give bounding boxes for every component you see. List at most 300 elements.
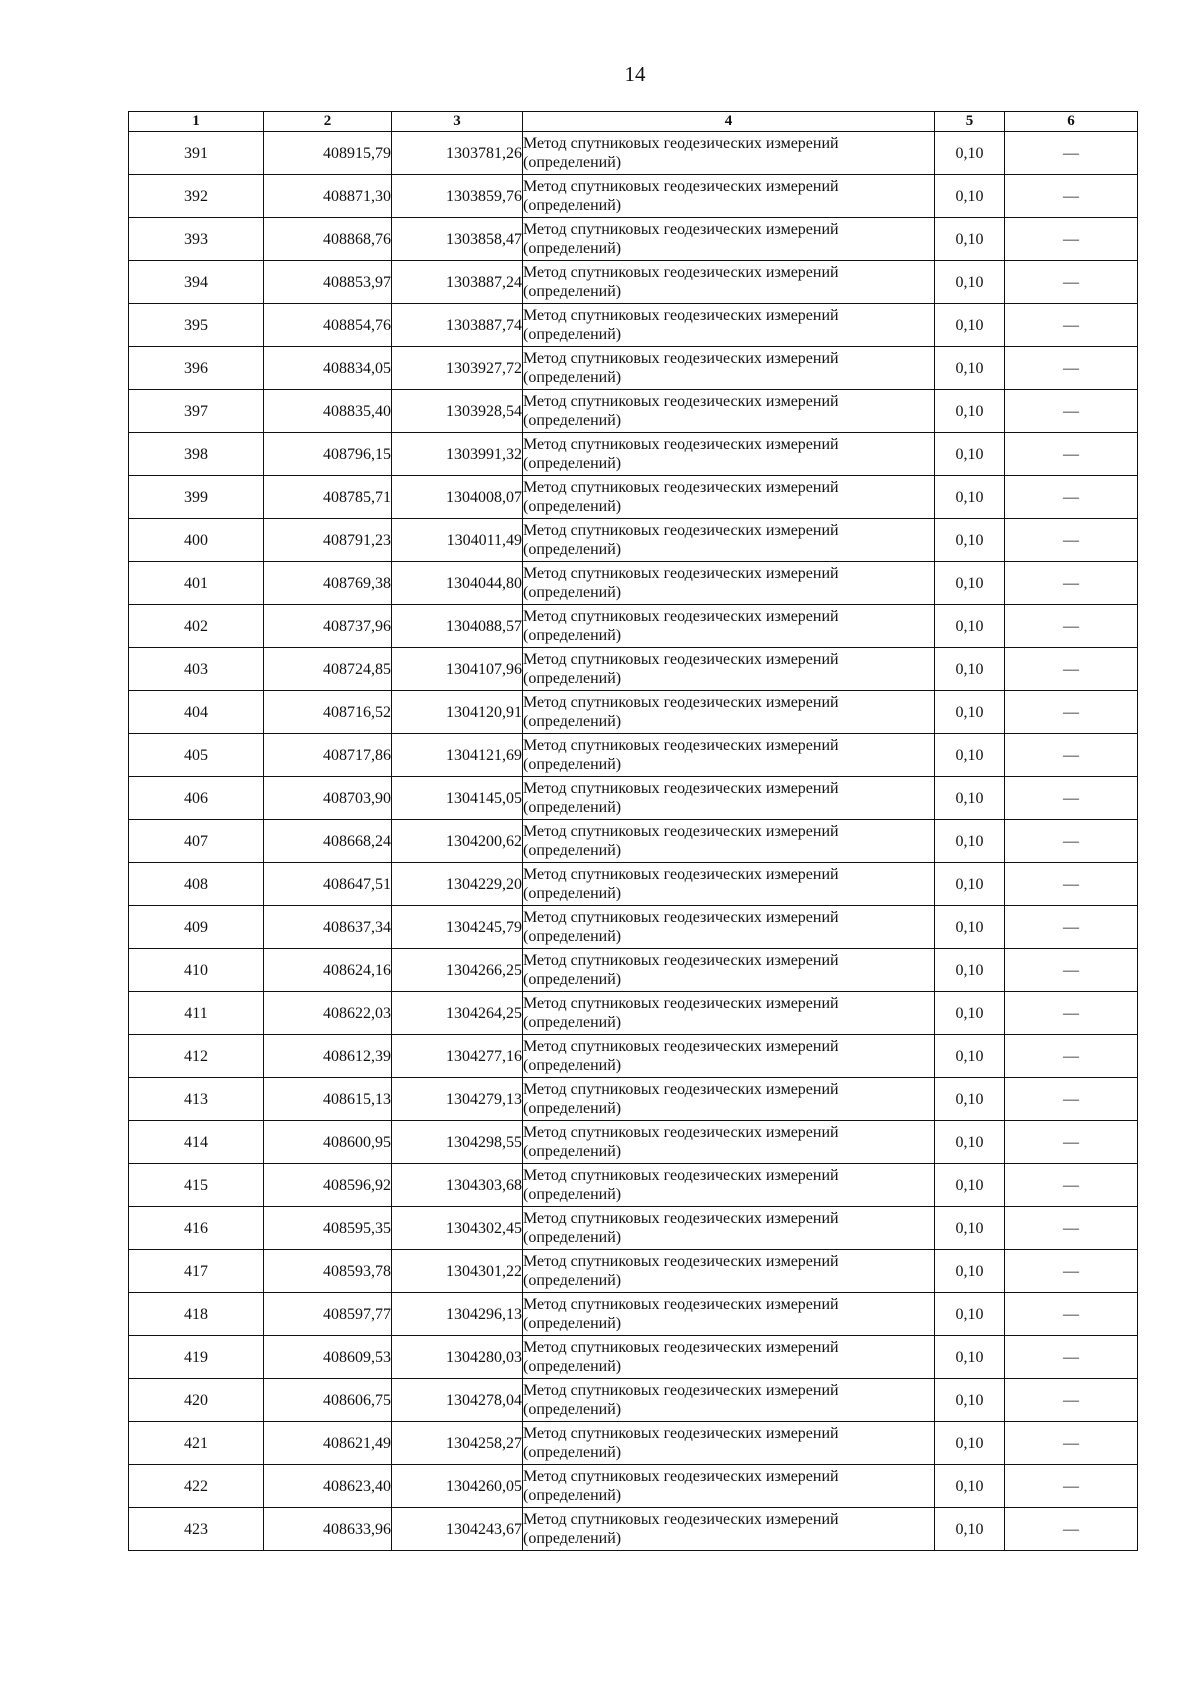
- method-line-1: Метод спутниковых геодезических измерений: [523, 350, 839, 367]
- method-line-1: Метод спутниковых геодезических измерений: [523, 135, 839, 152]
- method-line-1: Метод спутниковых геодезических измерений: [523, 1253, 839, 1270]
- point-number-cell: 391: [129, 132, 264, 175]
- coordinate-y-cell: 1304260,05: [392, 1465, 523, 1508]
- accuracy-cell: 0,10: [935, 1293, 1005, 1336]
- method-line-2: (определений): [523, 541, 622, 558]
- point-number-cell: 407: [129, 820, 264, 863]
- method-line-1: Метод спутниковых геодезических измерений: [523, 479, 839, 496]
- table-row: [129, 261, 1138, 304]
- coordinate-x-cell: 408612,39: [264, 1035, 392, 1078]
- coordinate-x-cell: 408597,77: [264, 1293, 392, 1336]
- note-cell: —: [1005, 820, 1138, 863]
- coordinate-x-cell: 408737,96: [264, 605, 392, 648]
- method-line-2: (определений): [523, 1444, 622, 1461]
- note-cell: —: [1005, 304, 1138, 347]
- method-line-2: (определений): [523, 1358, 622, 1375]
- coordinate-x-cell: 408621,49: [264, 1422, 392, 1465]
- method-line-1: Метод спутниковых геодезических измерений: [523, 522, 839, 539]
- coordinate-y-cell: 1303859,76: [392, 175, 523, 218]
- point-number-cell: 417: [129, 1250, 264, 1293]
- point-number-cell: 411: [129, 992, 264, 1035]
- table-row: [129, 1207, 1138, 1250]
- point-number-cell: 418: [129, 1293, 264, 1336]
- method-line-1: Метод спутниковых геодезических измерений: [523, 565, 839, 582]
- method-line-2: (определений): [523, 412, 622, 429]
- method-line-1: Метод спутниковых геодезических измерений: [523, 694, 839, 711]
- coordinate-y-cell: 1303887,74: [392, 304, 523, 347]
- accuracy-cell: 0,10: [935, 605, 1005, 648]
- accuracy-cell: 0,10: [935, 175, 1005, 218]
- accuracy-cell: 0,10: [935, 992, 1005, 1035]
- accuracy-cell: 0,10: [935, 1250, 1005, 1293]
- method-line-1: Метод спутниковых геодезических измерений: [523, 1425, 839, 1442]
- method-description-cell: [523, 691, 935, 734]
- point-number-cell: 415: [129, 1164, 264, 1207]
- note-cell: —: [1005, 648, 1138, 691]
- col-header-4: 4: [523, 112, 935, 132]
- method-description-cell: [523, 1035, 935, 1078]
- point-number-cell: 398: [129, 433, 264, 476]
- coordinate-x-cell: 408622,03: [264, 992, 392, 1035]
- method-line-1: Метод спутниковых геодезических измерений: [523, 221, 839, 238]
- accuracy-cell: 0,10: [935, 218, 1005, 261]
- table-row: [129, 949, 1138, 992]
- method-line-2: (определений): [523, 154, 622, 171]
- note-cell: —: [1005, 1336, 1138, 1379]
- coordinate-y-cell: 1304264,25: [392, 992, 523, 1035]
- table-row: [129, 218, 1138, 261]
- accuracy-cell: 0,10: [935, 691, 1005, 734]
- method-description-cell: [523, 992, 935, 1035]
- note-cell: —: [1005, 132, 1138, 175]
- method-line-2: (определений): [523, 842, 622, 859]
- point-number-cell: 402: [129, 605, 264, 648]
- point-number-cell: 393: [129, 218, 264, 261]
- coordinate-y-cell: 1304044,80: [392, 562, 523, 605]
- method-description-cell: [523, 734, 935, 777]
- method-line-2: (определений): [523, 627, 622, 644]
- coordinate-y-cell: 1304298,55: [392, 1121, 523, 1164]
- method-line-2: (определений): [523, 455, 622, 472]
- method-line-2: (определений): [523, 1530, 622, 1547]
- accuracy-cell: 0,10: [935, 1121, 1005, 1164]
- method-line-1: Метод спутниковых геодезических измерений: [523, 264, 839, 281]
- coordinate-y-cell: 1303858,47: [392, 218, 523, 261]
- method-line-1: Метод спутниковых геодезических измерений: [523, 393, 839, 410]
- method-line-1: Метод спутниковых геодезических измерений: [523, 737, 839, 754]
- coordinate-x-cell: 408835,40: [264, 390, 392, 433]
- coordinate-x-cell: 408868,76: [264, 218, 392, 261]
- accuracy-cell: 0,10: [935, 562, 1005, 605]
- method-line-1: Метод спутниковых геодезических измерений: [523, 1339, 839, 1356]
- note-cell: —: [1005, 1250, 1138, 1293]
- note-cell: —: [1005, 863, 1138, 906]
- note-cell: —: [1005, 476, 1138, 519]
- note-cell: —: [1005, 777, 1138, 820]
- accuracy-cell: 0,10: [935, 949, 1005, 992]
- point-number-cell: 423: [129, 1508, 264, 1551]
- method-description-cell: [523, 1078, 935, 1121]
- table-row: [129, 992, 1138, 1035]
- accuracy-cell: 0,10: [935, 1164, 1005, 1207]
- note-cell: —: [1005, 1035, 1138, 1078]
- method-line-1: Метод спутниковых геодезических измерений: [523, 1081, 839, 1098]
- accuracy-cell: 0,10: [935, 261, 1005, 304]
- note-cell: —: [1005, 433, 1138, 476]
- method-line-1: Метод спутниковых геодезических измерений: [523, 178, 839, 195]
- method-line-2: (определений): [523, 670, 622, 687]
- coordinate-x-cell: 408623,40: [264, 1465, 392, 1508]
- accuracy-cell: 0,10: [935, 1422, 1005, 1465]
- method-line-2: (определений): [523, 1315, 622, 1332]
- coordinate-x-cell: 408615,13: [264, 1078, 392, 1121]
- accuracy-cell: 0,10: [935, 734, 1005, 777]
- table-row: [129, 175, 1138, 218]
- coordinate-x-cell: 408724,85: [264, 648, 392, 691]
- method-line-2: (определений): [523, 1272, 622, 1289]
- method-line-1: Метод спутниковых геодезических измерений: [523, 1210, 839, 1227]
- table-row: [129, 906, 1138, 949]
- coordinate-y-cell: 1304121,69: [392, 734, 523, 777]
- method-line-2: (определений): [523, 1487, 622, 1504]
- note-cell: —: [1005, 949, 1138, 992]
- note-cell: —: [1005, 562, 1138, 605]
- coordinate-x-cell: 408716,52: [264, 691, 392, 734]
- method-line-2: (определений): [523, 885, 622, 902]
- accuracy-cell: 0,10: [935, 820, 1005, 863]
- method-description-cell: [523, 949, 935, 992]
- table-row: [129, 1078, 1138, 1121]
- coordinate-x-cell: 408871,30: [264, 175, 392, 218]
- table-row: [129, 132, 1138, 175]
- accuracy-cell: 0,10: [935, 433, 1005, 476]
- coordinate-y-cell: 1304296,13: [392, 1293, 523, 1336]
- accuracy-cell: 0,10: [935, 1207, 1005, 1250]
- method-description-cell: [523, 218, 935, 261]
- method-description-cell: [523, 1465, 935, 1508]
- coordinate-x-cell: 408703,90: [264, 777, 392, 820]
- note-cell: —: [1005, 261, 1138, 304]
- coordinate-x-cell: 408796,15: [264, 433, 392, 476]
- method-description-cell: [523, 605, 935, 648]
- method-description-cell: [523, 1207, 935, 1250]
- page-number: 14: [624, 62, 646, 86]
- note-cell: —: [1005, 1508, 1138, 1551]
- method-line-1: Метод спутниковых геодезических измерений: [523, 823, 839, 840]
- point-number-cell: 422: [129, 1465, 264, 1508]
- note-cell: —: [1005, 1078, 1138, 1121]
- method-description-cell: [523, 347, 935, 390]
- table-row: [129, 820, 1138, 863]
- coordinate-y-cell: 1304120,91: [392, 691, 523, 734]
- note-cell: —: [1005, 218, 1138, 261]
- coordinate-y-cell: 1304088,57: [392, 605, 523, 648]
- method-description-cell: [523, 648, 935, 691]
- accuracy-cell: 0,10: [935, 1508, 1005, 1551]
- method-description-cell: [523, 863, 935, 906]
- coordinate-y-cell: 1304280,03: [392, 1336, 523, 1379]
- method-description-cell: [523, 1164, 935, 1207]
- method-line-2: (определений): [523, 283, 622, 300]
- note-cell: —: [1005, 906, 1138, 949]
- coordinate-y-cell: 1304011,49: [392, 519, 523, 562]
- method-line-1: Метод спутниковых геодезических измерений: [523, 436, 839, 453]
- note-cell: —: [1005, 1422, 1138, 1465]
- note-cell: —: [1005, 1379, 1138, 1422]
- note-cell: —: [1005, 175, 1138, 218]
- point-number-cell: 419: [129, 1336, 264, 1379]
- point-number-cell: 421: [129, 1422, 264, 1465]
- table-row: [129, 347, 1138, 390]
- table-row: [129, 605, 1138, 648]
- coordinate-y-cell: 1303781,26: [392, 132, 523, 175]
- point-number-cell: 392: [129, 175, 264, 218]
- table-row: [129, 1336, 1138, 1379]
- point-number-cell: 420: [129, 1379, 264, 1422]
- col-header-1: 1: [129, 112, 264, 132]
- note-cell: —: [1005, 347, 1138, 390]
- coordinate-x-cell: 408600,95: [264, 1121, 392, 1164]
- coordinate-y-cell: 1304277,16: [392, 1035, 523, 1078]
- table-row: [129, 433, 1138, 476]
- table-row: [129, 1293, 1138, 1336]
- method-line-1: Метод спутниковых геодезических измерений: [523, 1296, 839, 1313]
- method-line-1: Метод спутниковых геодезических измерений: [523, 1124, 839, 1141]
- point-number-cell: 394: [129, 261, 264, 304]
- coordinate-x-cell: 408834,05: [264, 347, 392, 390]
- method-line-1: Метод спутниковых геодезических измерений: [523, 909, 839, 926]
- method-line-2: (определений): [523, 326, 622, 343]
- method-line-2: (определений): [523, 1401, 622, 1418]
- method-line-1: Метод спутниковых геодезических измерений: [523, 651, 839, 668]
- note-cell: —: [1005, 390, 1138, 433]
- point-number-cell: 405: [129, 734, 264, 777]
- coordinate-x-cell: 408668,24: [264, 820, 392, 863]
- accuracy-cell: 0,10: [935, 1035, 1005, 1078]
- table-row: [129, 734, 1138, 777]
- method-description-cell: [523, 304, 935, 347]
- coordinate-x-cell: 408624,16: [264, 949, 392, 992]
- table-row: [129, 777, 1138, 820]
- method-line-2: (определений): [523, 928, 622, 945]
- coordinate-y-cell: 1304008,07: [392, 476, 523, 519]
- method-line-1: Метод спутниковых геодезических измерений: [523, 1468, 839, 1485]
- point-number-cell: 401: [129, 562, 264, 605]
- coordinate-y-cell: 1304243,67: [392, 1508, 523, 1551]
- coordinate-y-cell: 1304303,68: [392, 1164, 523, 1207]
- method-line-2: (определений): [523, 1057, 622, 1074]
- method-line-1: Метод спутниковых геодезических измерений: [523, 307, 839, 324]
- table-header-row: [129, 112, 1138, 132]
- accuracy-cell: 0,10: [935, 390, 1005, 433]
- table-row: [129, 1121, 1138, 1164]
- method-line-2: (определений): [523, 197, 622, 214]
- table-row: [129, 863, 1138, 906]
- table-row: [129, 476, 1138, 519]
- method-line-2: (определений): [523, 1186, 622, 1203]
- method-line-1: Метод спутниковых геодезических измерений: [523, 952, 839, 969]
- method-line-1: Метод спутниковых геодезических измерений: [523, 1038, 839, 1055]
- coordinate-y-cell: 1304107,96: [392, 648, 523, 691]
- coordinate-x-cell: 408637,34: [264, 906, 392, 949]
- accuracy-cell: 0,10: [935, 347, 1005, 390]
- point-number-cell: 416: [129, 1207, 264, 1250]
- method-description-cell: [523, 906, 935, 949]
- coordinate-y-cell: 1303991,32: [392, 433, 523, 476]
- col-header-5: 5: [935, 112, 1005, 132]
- note-cell: —: [1005, 1121, 1138, 1164]
- point-number-cell: 412: [129, 1035, 264, 1078]
- method-description-cell: [523, 1336, 935, 1379]
- note-cell: —: [1005, 1465, 1138, 1508]
- col-header-2: 2: [264, 112, 392, 132]
- point-number-cell: 397: [129, 390, 264, 433]
- method-line-1: Метод спутниковых геодезических измерений: [523, 780, 839, 797]
- coordinate-x-cell: 408633,96: [264, 1508, 392, 1551]
- note-cell: —: [1005, 691, 1138, 734]
- method-line-2: (определений): [523, 584, 622, 601]
- method-line-2: (определений): [523, 971, 622, 988]
- col-header-3: 3: [392, 112, 523, 132]
- accuracy-cell: 0,10: [935, 132, 1005, 175]
- method-description-cell: [523, 261, 935, 304]
- coordinate-x-cell: 408915,79: [264, 132, 392, 175]
- coordinate-y-cell: 1304301,22: [392, 1250, 523, 1293]
- method-description-cell: [523, 1250, 935, 1293]
- table-row: [129, 519, 1138, 562]
- accuracy-cell: 0,10: [935, 863, 1005, 906]
- method-line-2: (определений): [523, 799, 622, 816]
- coordinate-x-cell: 408593,78: [264, 1250, 392, 1293]
- method-description-cell: [523, 1293, 935, 1336]
- method-line-2: (определений): [523, 1143, 622, 1160]
- point-number-cell: 399: [129, 476, 264, 519]
- method-line-2: (определений): [523, 498, 622, 515]
- coordinate-x-cell: 408609,53: [264, 1336, 392, 1379]
- point-number-cell: 396: [129, 347, 264, 390]
- coordinate-x-cell: 408717,86: [264, 734, 392, 777]
- note-cell: —: [1005, 1293, 1138, 1336]
- method-description-cell: [523, 476, 935, 519]
- accuracy-cell: 0,10: [935, 519, 1005, 562]
- table-row: [129, 390, 1138, 433]
- method-description-cell: [523, 175, 935, 218]
- accuracy-cell: 0,10: [935, 1379, 1005, 1422]
- coordinate-x-cell: 408596,92: [264, 1164, 392, 1207]
- table-body: [129, 132, 1138, 1551]
- accuracy-cell: 0,10: [935, 1336, 1005, 1379]
- method-description-cell: [523, 777, 935, 820]
- point-number-cell: 403: [129, 648, 264, 691]
- point-number-cell: 410: [129, 949, 264, 992]
- method-description-cell: [523, 132, 935, 175]
- note-cell: —: [1005, 734, 1138, 777]
- coordinate-y-cell: 1304145,05: [392, 777, 523, 820]
- table-row: [129, 1035, 1138, 1078]
- method-line-2: (определений): [523, 369, 622, 386]
- point-number-cell: 406: [129, 777, 264, 820]
- coordinate-y-cell: 1303927,72: [392, 347, 523, 390]
- coordinate-x-cell: 408606,75: [264, 1379, 392, 1422]
- method-description-cell: [523, 390, 935, 433]
- point-number-cell: 404: [129, 691, 264, 734]
- table-row: [129, 1164, 1138, 1207]
- coordinate-x-cell: 408853,97: [264, 261, 392, 304]
- coordinate-x-cell: 408791,23: [264, 519, 392, 562]
- accuracy-cell: 0,10: [935, 1078, 1005, 1121]
- method-line-1: Метод спутниковых геодезических измерений: [523, 866, 839, 883]
- method-description-cell: [523, 433, 935, 476]
- table-row: [129, 1422, 1138, 1465]
- note-cell: —: [1005, 605, 1138, 648]
- coordinate-y-cell: 1304245,79: [392, 906, 523, 949]
- coordinate-y-cell: 1304279,13: [392, 1078, 523, 1121]
- coordinate-x-cell: 408647,51: [264, 863, 392, 906]
- point-number-cell: 400: [129, 519, 264, 562]
- method-line-2: (определений): [523, 756, 622, 773]
- note-cell: —: [1005, 1207, 1138, 1250]
- accuracy-cell: 0,10: [935, 1465, 1005, 1508]
- point-number-cell: 409: [129, 906, 264, 949]
- table-row: [129, 691, 1138, 734]
- point-number-cell: 414: [129, 1121, 264, 1164]
- note-cell: —: [1005, 992, 1138, 1035]
- table-row: [129, 562, 1138, 605]
- coordinate-x-cell: 408595,35: [264, 1207, 392, 1250]
- table-row: [129, 1250, 1138, 1293]
- method-line-1: Метод спутниковых геодезических измерений: [523, 1382, 839, 1399]
- note-cell: —: [1005, 519, 1138, 562]
- accuracy-cell: 0,10: [935, 476, 1005, 519]
- coordinates-table: [128, 111, 1138, 1551]
- table-row: [129, 1379, 1138, 1422]
- method-line-2: (определений): [523, 240, 622, 257]
- coordinate-x-cell: 408854,76: [264, 304, 392, 347]
- table-row: [129, 1508, 1138, 1551]
- table-row: [129, 648, 1138, 691]
- method-line-2: (определений): [523, 1014, 622, 1031]
- note-cell: —: [1005, 1164, 1138, 1207]
- coordinate-y-cell: 1304302,45: [392, 1207, 523, 1250]
- coordinate-x-cell: 408785,71: [264, 476, 392, 519]
- method-description-cell: [523, 1379, 935, 1422]
- coordinate-y-cell: 1303887,24: [392, 261, 523, 304]
- accuracy-cell: 0,10: [935, 648, 1005, 691]
- point-number-cell: 413: [129, 1078, 264, 1121]
- point-number-cell: 395: [129, 304, 264, 347]
- method-line-1: Метод спутниковых геодезических измерений: [523, 995, 839, 1012]
- coordinate-y-cell: 1304229,20: [392, 863, 523, 906]
- method-description-cell: [523, 562, 935, 605]
- method-line-1: Метод спутниковых геодезических измерений: [523, 1167, 839, 1184]
- col-header-6: 6: [1005, 112, 1138, 132]
- accuracy-cell: 0,10: [935, 304, 1005, 347]
- coordinate-y-cell: 1304258,27: [392, 1422, 523, 1465]
- method-line-2: (определений): [523, 1229, 622, 1246]
- accuracy-cell: 0,10: [935, 777, 1005, 820]
- coordinate-x-cell: 408769,38: [264, 562, 392, 605]
- coordinate-y-cell: 1304266,25: [392, 949, 523, 992]
- method-description-cell: [523, 519, 935, 562]
- accuracy-cell: 0,10: [935, 906, 1005, 949]
- method-line-2: (определений): [523, 713, 622, 730]
- method-description-cell: [523, 1422, 935, 1465]
- method-description-cell: [523, 820, 935, 863]
- method-line-1: Метод спутниковых геодезических измерений: [523, 1511, 839, 1528]
- coordinate-y-cell: 1304200,62: [392, 820, 523, 863]
- coordinate-y-cell: 1304278,04: [392, 1379, 523, 1422]
- coordinate-y-cell: 1303928,54: [392, 390, 523, 433]
